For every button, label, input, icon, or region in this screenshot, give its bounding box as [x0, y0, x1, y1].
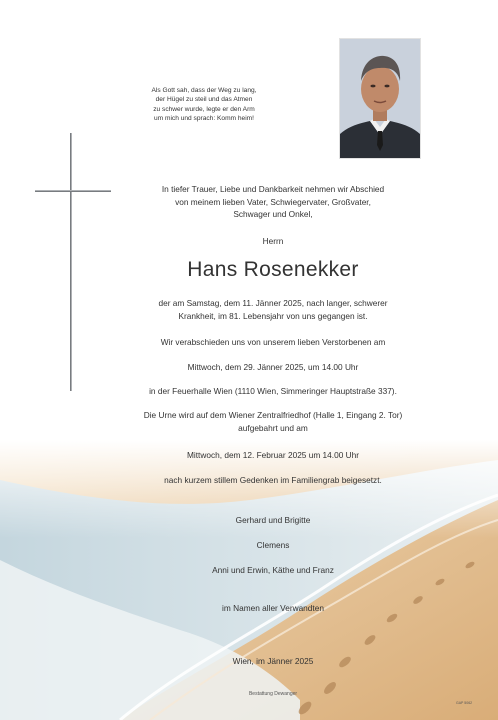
poem-line: Als Gott sah, dass der Weg zu lang, — [151, 87, 257, 94]
burial-notice: nach kurzem stillem Gedenken im Familiengrab beigesetzt. — [164, 475, 382, 485]
salutation: Herrn — [262, 236, 284, 246]
poem-line: der Hügel zu steil und das Atmen — [155, 96, 253, 104]
latin-cross-icon — [35, 190, 111, 192]
intro-line: von meinem lieben Vater, Schwiegervater, Großvater, — [175, 196, 371, 207]
poem — [128, 86, 280, 124]
deceased-name: Hans Rosenekker — [187, 258, 359, 281]
relatives-line: im Namen aller Verwandten — [222, 603, 324, 613]
urn-notice — [128, 409, 418, 434]
form-code: GAP 5062 — [456, 701, 473, 705]
mourner: Anni und Erwin, Käthe und Franz — [212, 565, 334, 575]
intro-line: In tiefer Trauer, Liebe und Dankbarkeit nehmen wir Abschied — [161, 184, 385, 194]
place-date: Wien, im Jänner 2025 — [232, 656, 314, 666]
mourner: Gerhard und Brigitte — [235, 515, 311, 525]
urn-line: aufgebahrt und am — [238, 422, 308, 433]
intro-line: Schwager und Onkel, — [233, 209, 313, 220]
death-line: Krankheit, im 81. Lebensjahr von uns gegangen ist. — [178, 310, 368, 321]
poem-line: zu schwer wurde, legte er den Arm — [153, 105, 255, 113]
portrait-photo — [339, 38, 421, 159]
farewell-date: Mittwoch, dem 29. Jänner 2025, um 14.00 Uhr — [187, 362, 359, 372]
undertaker: Bestattung Dewanger — [248, 691, 298, 697]
mourner: Clemens — [256, 540, 290, 550]
poem-line: um mich und sprach: Komm heim! — [153, 115, 255, 123]
death-line: der am Samstag, dem 11. Jänner 2025, nach langer, schwerer — [158, 298, 388, 308]
farewell-location: in der Feuerhalle Wien (1110 Wien, Simmeringer Hauptstraße 337). — [149, 386, 397, 396]
latin-cross-icon — [70, 133, 72, 391]
burial-date: Mittwoch, dem 12. Februar 2025 um 14.00 Uhr — [186, 450, 359, 460]
urn-line: Die Urne wird auf dem Wiener Zentralfriedhof (Halle 1, Eingang 2. Tor) — [143, 410, 403, 420]
intro-text — [128, 183, 418, 221]
death-notice — [128, 297, 418, 322]
farewell-intro: Wir verabschieden uns von unserem lieben Verstorbenen am — [160, 337, 386, 347]
